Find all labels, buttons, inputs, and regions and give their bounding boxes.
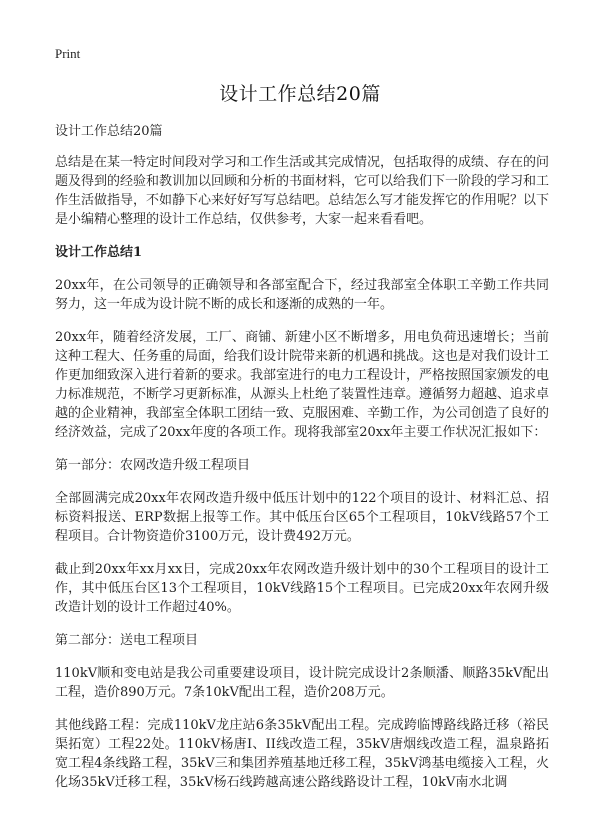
print-label: Print [55, 46, 81, 61]
paragraph-3: 全部圆满完成20xx年农网改造升级中低压计划中的122个项目的设计、材料汇总、招标资料报送、ERP数据上报等工作。其中低压台区65个工程项目，10kV线路57个工程项目。合计物资造价3100万元，设计费492万元。 [55, 491, 549, 544]
intro-paragraph: 总结是在某一特定时间段对学习和工作生活或其完成情况，包括取得的成绩、存在的问题及得到的经验和教训加以回顾和分析的书面材料，它可以给我们下一阶段的学习和工作生活做指导，不如静下心来好好写写总结吧。总结怎么写才能发挥它的作用呢？以下是小编精心整理的设计工作总结，仅供参考，大家一起来看看吧。 [55, 155, 550, 227]
document-title: 设计工作总结20篇 [219, 83, 381, 105]
paragraph-4: 截止到20xx年xx月xx日，完成20xx年农网改造升级计划中的30个工程项目的设计工作，其中低压台区13个工程项目，10kV线路15个工程项目。已完成20xx年农网升级改造计划的设计工作超过40%。 [55, 562, 549, 615]
document-body [55, 122, 549, 792]
paragraph-6: 其他线路工程：完成110kV龙庄站6条35kV配出工程。完成跨临博路线路迁移（裕民渠拓宽）工程22处。110kV杨唐I、II线改造工程，35kV唐烟线改造工程，温泉路拓宽工程4条线路工程，35kV三和集团养殖基地迁移工程，35kV鸿基电缆接入工程，火化场35kV迁移工程，35kV杨石线跨越高速公路线路设计工程，10kV南水北调 [55, 718, 549, 790]
part2-heading: 第二部分：送电工程项目 [55, 633, 199, 648]
part1-heading: 第一部分：农网改造升级工程项目 [55, 458, 251, 473]
paragraph-5: 110kV顺和变电站是我公司重要建设项目，设计院完成设计2条顺潘、顺路35kV配出工程，造价890万元。7条10kV配出工程，造价208万元。 [55, 666, 549, 700]
paragraph-1: 20xx年，在公司领导的正确领导和各部室配合下，经过我部室全体职工辛勤工作共同努力，这一年成为设计院不断的成长和逐渐的成熟的一年。 [55, 278, 549, 312]
paragraph-2: 20xx年，随着经济发展，工厂、商铺、新建小区不断增多，用电负荷迅速增长；当前这种工程大、任务重的局面，给我们设计院带来新的机遇和挑战。这也是对我们设计工作更加细致深入进行着新的要求。我部室进行的电力工程设计，严格按照国家颁发的电力标准规范，不断学习更新标准，从源头上杜绝了装置性违章。遵循努力超越、追求卓越的企业精神，我部室全体职工团结一致、克服困难、辛勤工作，为公司创造了良好的经济效益，完成了20xx年度的各项工作。现将我部室20xx年主要工作状况汇报如下： [55, 330, 550, 440]
document-subtitle: 设计工作总结20篇 [55, 124, 163, 139]
section-title: 设计工作总结1 [55, 245, 143, 260]
